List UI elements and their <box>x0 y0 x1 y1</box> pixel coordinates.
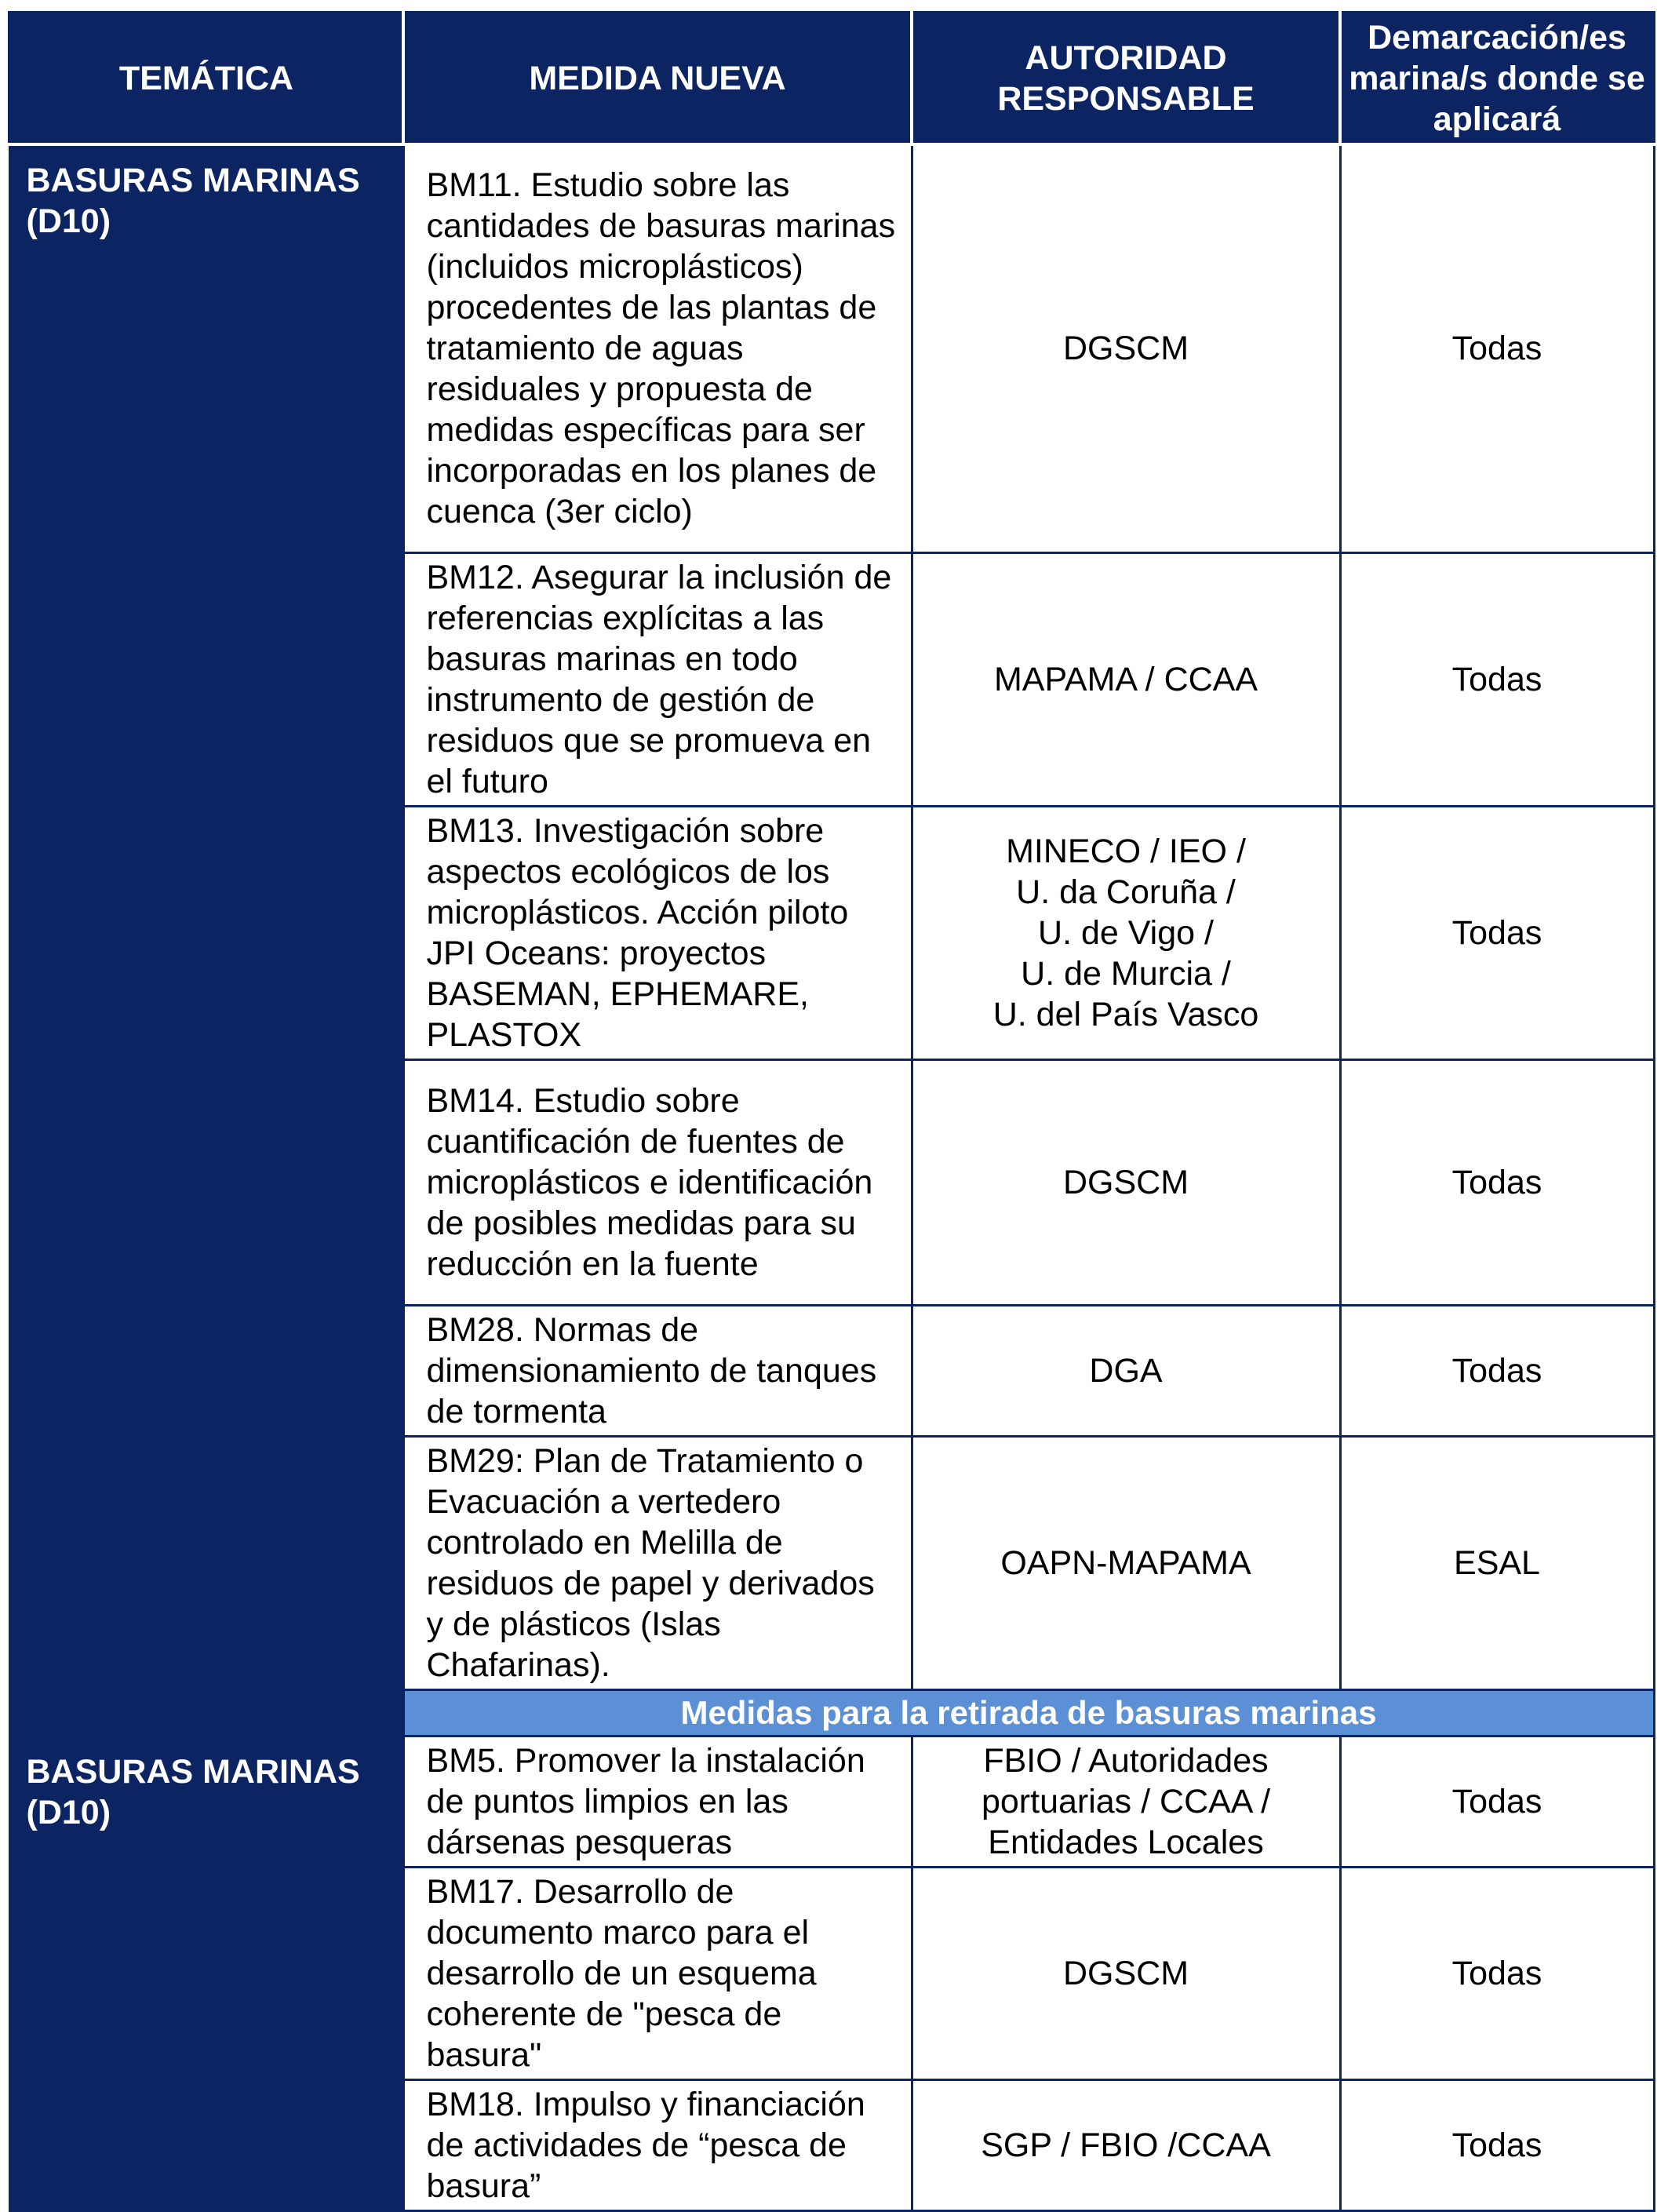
header-demarcacion: Demarcación/es marina/s donde se aplicará <box>1340 13 1654 144</box>
authority-cell: MAPAMA / CCAA <box>912 552 1340 806</box>
measure-cell: BM29: Plan de Tratamiento o Evacuación a vertedero controlado en Melilla de residuos de papel y derivados y de plásticos (Islas Chafarinas). <box>403 1436 912 1689</box>
table-row <box>9 144 1654 552</box>
demarcation-cell: Todas <box>1340 1059 1654 1305</box>
measure-cell: BM11. Estudio sobre las cantidades de basuras marinas (incluidos microplásticos) procedentes de las plantas de tratamiento de aguas residuales y propuesta de medidas específicas para ser incorporadas en los planes de cuenca (3er ciclo) <box>403 144 912 552</box>
authority-cell: SGP / FBIO /CCAA <box>912 2079 1340 2210</box>
authority-cell <box>912 806 1340 1059</box>
demarcation-cell: Todas <box>1340 806 1654 1059</box>
measure-cell: BM28. Normas de dimensionamiento de tanques de tormenta <box>403 1305 912 1436</box>
authority-cell: OAPN-MAPAMA <box>912 1436 1340 1689</box>
authority-cell: FBIO / Autoridades portuarias / CCAA / Entidades Locales <box>912 1736 1340 1867</box>
authority-line: U. de Vigo / <box>1038 913 1214 952</box>
header-medida: MEDIDA NUEVA <box>403 13 912 144</box>
authority-cell: DGSCM <box>912 1867 1340 2079</box>
demarcation-cell: Todas <box>1340 552 1654 806</box>
theme-cell: BASURAS MARINAS (D10) <box>9 1736 403 2210</box>
authority-cell: DGSCM <box>912 1059 1340 1305</box>
authority-line: U. del País Vasco <box>992 995 1259 1033</box>
authority-line: U. de Murcia / <box>1021 954 1231 993</box>
measure-cell: BM5. Promover la instalación de puntos limpios en las dársenas pesqueras <box>403 1736 912 1867</box>
header-autoridad: AUTORIDAD RESPONSABLE <box>912 13 1340 144</box>
authority-line: U. da Coruña / <box>1016 873 1236 911</box>
measure-cell: BM14. Estudio sobre cuantificación de fuentes de microplásticos e identificación de posibles medidas para su reducción en la fuente <box>403 1059 912 1305</box>
header-tematica: TEMÁTICA <box>9 13 403 144</box>
document-page <box>8 11 1652 2212</box>
measure-cell: BM18. Impulso y financiación de actividades de “pesca de basura” <box>403 2079 912 2210</box>
theme-cell: BASURAS MARINAS (D10) <box>9 144 403 1736</box>
demarcation-cell: Todas <box>1340 1867 1654 2079</box>
authority-cell: DGA <box>912 1305 1340 1436</box>
demarcation-cell: ESAL <box>1340 1436 1654 1689</box>
demarcation-cell: Todas <box>1340 2079 1654 2210</box>
demarcation-cell: Todas <box>1340 1736 1654 1867</box>
measure-cell: BM12. Asegurar la inclusión de referencias explícitas a las basuras marinas en todo instrumento de gestión de residuos que se promueva en el futuro <box>403 552 912 806</box>
section-subheader: Medidas para la retirada de basuras marinas <box>403 1689 1654 1736</box>
demarcation-cell: Todas <box>1340 144 1654 552</box>
authority-cell: DGSCM <box>912 144 1340 552</box>
demarcation-cell: Todas <box>1340 1305 1654 1436</box>
table-row <box>9 1736 1654 1867</box>
measures-table <box>8 11 1655 2212</box>
measure-cell: BM13. Investigación sobre aspectos ecológicos de los microplásticos. Acción piloto JPI Oceans: proyectos BASEMAN, EPHEMARE, PLASTOX <box>403 806 912 1059</box>
header-row <box>9 13 1654 144</box>
measure-cell: BM17. Desarrollo de documento marco para el desarrollo de un esquema coherente de "pesca de basura" <box>403 1867 912 2079</box>
authority-line: MINECO / IEO / <box>1006 832 1246 870</box>
